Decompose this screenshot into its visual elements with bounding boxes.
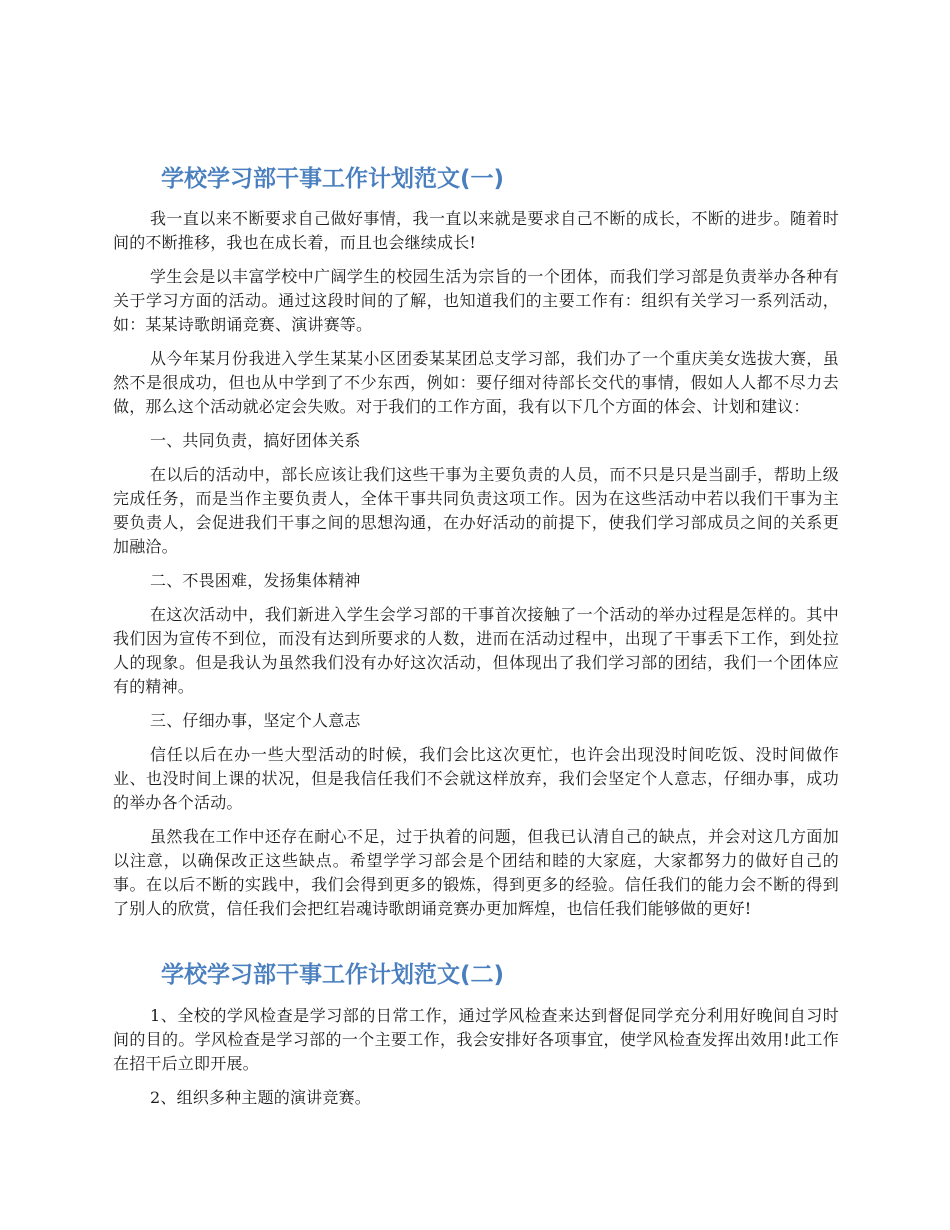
section1-paragraph-2: 学生会是以丰富学校中广阔学生的校园生活为宗旨的一个团体，而我们学习部是负责举办各种有关于学习方面的活动。通过这段时间的了解，也知道我们的主要工作有：组织有关学习一系列活动，如：某某诗歌朗诵竞赛、演讲赛等。 bbox=[113, 267, 839, 334]
section2-paragraph-2: 2、组织多种主题的演讲竞赛。 bbox=[150, 1088, 371, 1107]
section2-paragraph-1: 1、全校的学风检查是学习部的日常工作，通过学风检查来达到督促同学充分利用好晚间自习时间的目的。学风检查是学习部的一个主要工作，我会安排好各项事宜，使学风检查发挥出效用!此工作在招干后立即开展。 bbox=[113, 1006, 839, 1073]
section1-title: 学校学习部干事工作计划范文(一) bbox=[161, 166, 505, 192]
section1-paragraph-3: 从今年某月份我进入学生某某小区团委某某团总支学习部，我们办了一个重庆美女选拔大赛，虽然不是很成功，但也从中学到了不少东西，例如：要仔细对待部长交代的事情，假如人人都不尽力去做，那么这个活动就必定会失败。对于我们的工作方面，我有以下几个方面的体会、计划和建议： bbox=[113, 349, 839, 416]
section1-subheading-3: 三、仔细办事，坚定个人意志 bbox=[150, 711, 361, 730]
section2-title: 学校学习部干事工作计划范文(二) bbox=[161, 962, 505, 988]
section1-paragraph-7: 虽然我在工作中还存在耐心不足，过于执着的问题，但我已认清自己的缺点，并会对这几方面加以注意，以确保改正这些缺点。希望学学习部会是个团结和睦的大家庭，大家都努力的做好自己的事。在以后不断的实践中，我们会得到更多的锻炼，得到更多的经验。信任我们的能力会不断的得到了别人的欣赏，信任我们会把红岩魂诗歌朗诵竞赛办更加辉煌，也信任我们能够做的更好! bbox=[113, 827, 839, 918]
section2-body bbox=[113, 1004, 839, 1110]
section1-paragraph-6: 信任以后在办一些大型活动的时候，我们会比这次更忙，也许会出现没时间吃饭、没时间做作业、也没时间上课的状况，但是我信任我们不会就这样放弃，我们会坚定个人意志，仔细办事，成功的举办各个活动。 bbox=[113, 745, 839, 812]
section1-subheading-1: 一、共同负责，搞好团体关系 bbox=[150, 431, 361, 450]
section1-body bbox=[113, 207, 839, 921]
section1-paragraph-1: 我一直以来不断要求自己做好事情，我一直以来就是要求自己不断的成长，不断的进步。随着时间的不断推移，我也在成长着，而且也会继续成长! bbox=[113, 209, 839, 252]
section1-paragraph-5: 在这次活动中，我们新进入学生会学习部的干事首次接触了一个活动的举办过程是怎样的。其中我们因为宣传不到位，而没有达到所要求的人数，进而在活动过程中，出现了干事丢下工作，到处拉人的现象。但是我认为虽然我们没有办好这次活动，但体现出了我们学习部的团结，我们一个团体应有的精神。 bbox=[113, 605, 839, 696]
section1-subheading-2: 二、不畏困难，发扬集体精神 bbox=[150, 571, 361, 590]
section1-paragraph-4: 在以后的活动中，部长应该让我们这些干事为主要负责的人员，而不只是只是当副手，帮助上级完成任务，而是当作主要负责人，全体干事共同负责这项工作。因为在这些活动中若以我们干事为主要负责人，会促进我们干事之间的思想沟通，在办好活动的前提下，使我们学习部成员之间的关系更加融洽。 bbox=[113, 465, 839, 556]
